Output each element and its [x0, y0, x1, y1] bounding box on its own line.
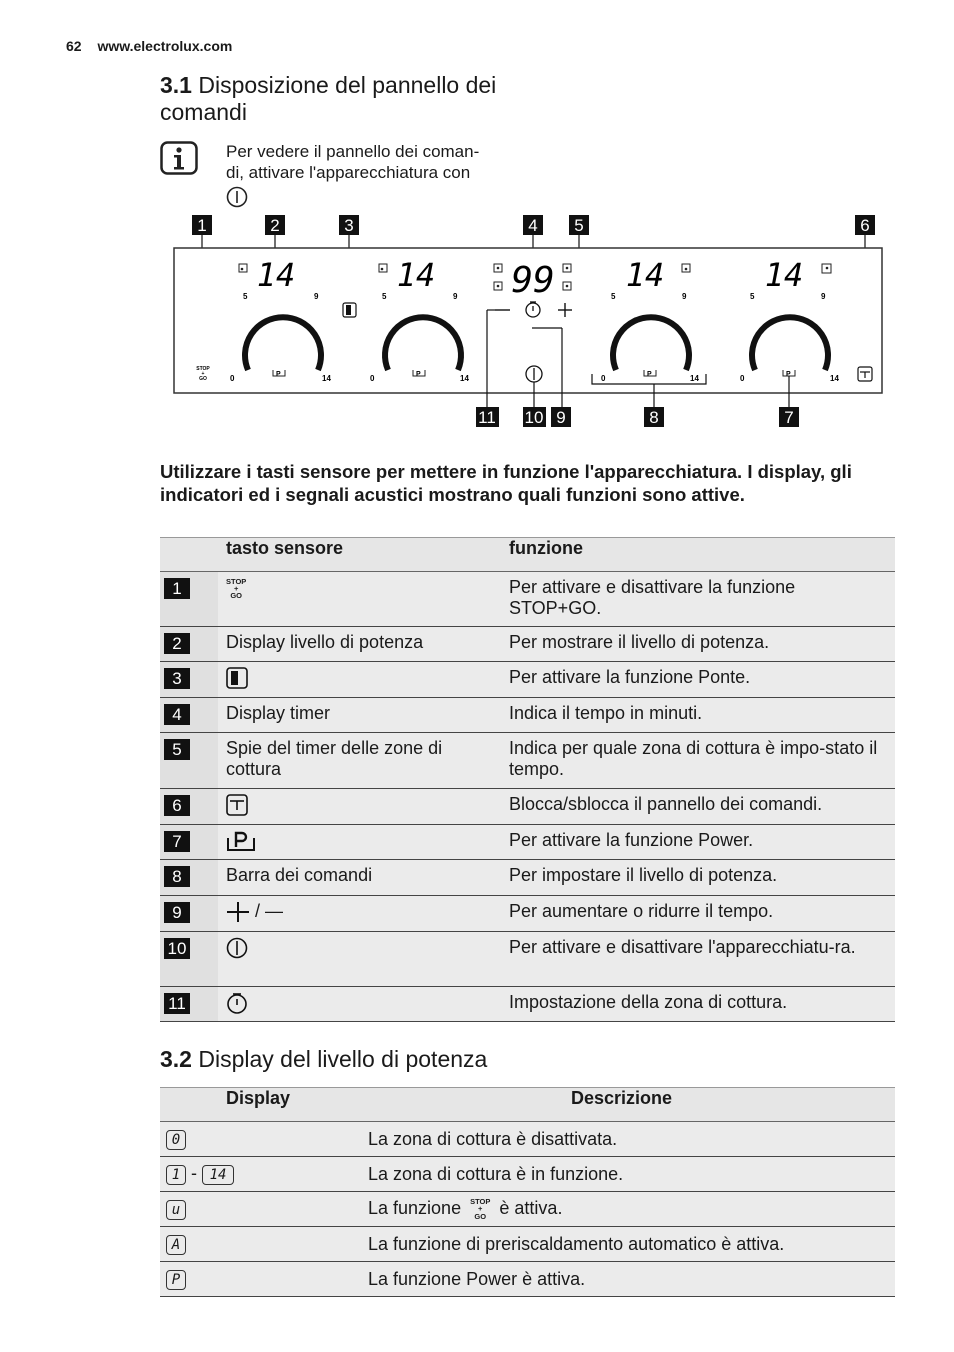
function-text: Per mostrare il livello di potenza.	[509, 627, 895, 662]
display-symbol: u	[166, 1200, 186, 1220]
description-text: La funzione	[368, 1197, 462, 1218]
section-title-3-1	[160, 72, 520, 126]
svg-text:14: 14	[764, 256, 804, 294]
sensor-text: Spie del timer delle zone di cottura	[218, 733, 509, 789]
row-number: 3	[164, 668, 190, 689]
svg-text:P: P	[416, 371, 421, 378]
description-text: La funzione Power è attiva.	[368, 1262, 895, 1297]
table-row	[160, 932, 895, 987]
info-icon	[160, 141, 198, 175]
sensor-text: Display timer	[218, 698, 509, 733]
svg-text:5: 5	[750, 292, 755, 301]
sensor-text: Barra dei comandi	[218, 860, 509, 896]
column-header: funzione	[509, 538, 895, 572]
svg-text:5: 5	[243, 292, 248, 301]
svg-text:14: 14	[625, 256, 665, 294]
function-text: Per attivare e disattivare la funzione STOP+GO.	[509, 572, 895, 627]
power-button-icon	[226, 186, 248, 208]
lock-icon	[226, 794, 248, 816]
display-symbol: 14	[202, 1165, 234, 1185]
svg-text:99: 99	[511, 260, 555, 301]
power-level-table	[160, 1087, 895, 1297]
row-number: 11	[164, 993, 190, 1014]
table-row	[160, 572, 895, 627]
svg-text:14: 14	[256, 256, 296, 294]
plus-icon	[226, 901, 250, 923]
info-text: Per vedere il pannello dei coman- di, attivare l'apparecchiatura con	[226, 142, 480, 182]
display-symbol: 1	[166, 1165, 186, 1185]
svg-text:P: P	[786, 371, 791, 378]
table-row	[160, 1122, 895, 1157]
column-header: Descrizione	[368, 1088, 895, 1122]
svg-text:3: 3	[344, 216, 354, 235]
row-number: 4	[164, 704, 190, 725]
svg-text:0: 0	[230, 374, 235, 383]
svg-text:14: 14	[460, 374, 469, 383]
svg-text:14: 14	[322, 374, 331, 383]
svg-text:0: 0	[740, 374, 745, 383]
site-url[interactable]: www.electrolux.com	[97, 38, 233, 54]
table-header	[160, 538, 895, 572]
svg-text:4: 4	[528, 216, 538, 235]
svg-text:8: 8	[649, 408, 659, 427]
table-row	[160, 1157, 895, 1192]
display-symbol: P	[166, 1270, 186, 1290]
row-number: 9	[164, 902, 190, 923]
function-text: Impostazione della zona di cottura.	[509, 987, 895, 1022]
sensor-text: / —	[255, 901, 284, 921]
control-panel-diagram	[160, 210, 900, 436]
row-number: 8	[164, 866, 190, 887]
function-text: Per attivare la funzione Power.	[509, 825, 895, 860]
table-row	[160, 1262, 895, 1297]
function-text: Indica per quale zona di cottura è impo-stato il tempo.	[509, 733, 895, 789]
zone-select-icon	[226, 992, 248, 1014]
page-number: 62	[66, 38, 82, 54]
stop-go-icon: STOP + GO	[226, 577, 247, 601]
svg-text:9: 9	[453, 292, 458, 301]
table-row	[160, 662, 895, 698]
section-title-3-2	[160, 1046, 487, 1073]
svg-text:0: 0	[601, 374, 606, 383]
section-title-text: Display del livello di potenza	[198, 1046, 488, 1072]
table-row	[160, 1227, 895, 1262]
row-number: 1	[164, 578, 190, 599]
function-text: Indica il tempo in minuti.	[509, 698, 895, 733]
svg-text:6: 6	[860, 216, 870, 235]
table-row	[160, 1192, 895, 1227]
row-number: 10	[164, 938, 190, 959]
table-header	[160, 1088, 895, 1122]
stop-go-icon: STOP + GO	[470, 1196, 491, 1221]
function-text: Per attivare la funzione Ponte.	[509, 662, 895, 698]
svg-text:P: P	[276, 371, 281, 378]
section-title-text: Disposizione del pannello dei comandi	[160, 72, 497, 125]
power-button-icon	[226, 937, 248, 959]
svg-text:5: 5	[382, 292, 387, 301]
description-text: è attiva.	[499, 1197, 563, 1218]
description-text: La funzione di preriscaldamento automatico è attiva.	[368, 1227, 895, 1262]
page-header	[66, 38, 232, 54]
intro-text: Utilizzare i tasti sensore per mettere in funzione l'apparecchiatura. I display, gli indicatori ed i segnali acustici mostrano quali funzioni sono attive.	[160, 461, 852, 505]
function-text: Blocca/sblocca il pannello dei comandi.	[509, 789, 895, 825]
svg-text:STOP: STOP	[196, 366, 210, 372]
svg-text:9: 9	[556, 408, 566, 427]
row-number: 6	[164, 795, 190, 816]
range-separator: -	[191, 1163, 198, 1184]
svg-text:9: 9	[682, 292, 687, 301]
svg-text:10: 10	[524, 408, 544, 427]
svg-text:14: 14	[396, 256, 436, 294]
svg-text:0: 0	[370, 374, 375, 383]
svg-text:5: 5	[611, 292, 616, 301]
table-row	[160, 627, 895, 662]
bridge-icon	[226, 667, 248, 689]
svg-text:14: 14	[690, 374, 699, 383]
svg-text:GO: GO	[199, 376, 207, 382]
svg-text:11: 11	[478, 408, 496, 427]
description-text: La zona di cottura è disattivata.	[368, 1122, 895, 1157]
svg-text:P: P	[647, 371, 652, 378]
function-text: Per impostare il livello di potenza.	[509, 860, 895, 896]
function-text: Per aumentare o ridurre il tempo.	[509, 896, 895, 932]
table-row	[160, 896, 895, 932]
column-header: tasto sensore	[218, 538, 509, 572]
sensor-table	[160, 537, 895, 1022]
table-row	[160, 825, 895, 860]
sensor-text: Display livello di potenza	[218, 627, 509, 662]
section-number: 3.2	[160, 1046, 192, 1072]
table-row	[160, 698, 895, 733]
table-row	[160, 789, 895, 825]
row-number: 2	[164, 633, 190, 654]
power-p-icon	[226, 830, 256, 854]
section-number: 3.1	[160, 72, 192, 98]
svg-text:7: 7	[784, 408, 794, 427]
description-text: La zona di cottura è in funzione.	[368, 1157, 895, 1192]
svg-text:2: 2	[270, 216, 280, 235]
svg-text:9: 9	[821, 292, 826, 301]
function-text: Per attivare e disattivare l'apparecchiatu-ra.	[509, 932, 895, 987]
row-number: 5	[164, 739, 190, 760]
svg-text:5: 5	[574, 216, 584, 235]
svg-text:9: 9	[314, 292, 319, 301]
row-number: 7	[164, 831, 190, 852]
svg-text:1: 1	[197, 216, 207, 235]
table-row	[160, 733, 895, 789]
svg-text:14: 14	[830, 374, 839, 383]
display-symbol: 0	[166, 1130, 186, 1150]
svg-text:+: +	[201, 371, 205, 377]
display-symbol: A	[166, 1235, 186, 1255]
table-row	[160, 987, 895, 1022]
column-header: Display	[160, 1088, 368, 1122]
table-row	[160, 860, 895, 896]
